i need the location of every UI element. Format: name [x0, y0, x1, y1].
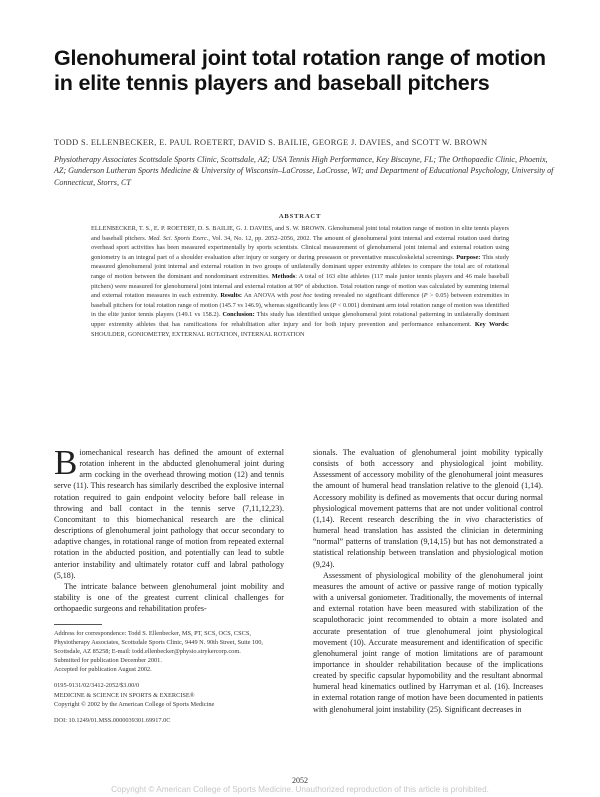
conclusion-label: Conclusion:	[222, 311, 255, 319]
copyright-line: Copyright © 2002 by the American College of Sports Medicine	[54, 700, 215, 708]
abstract-body	[91, 224, 509, 339]
issn-line: 0195-9131/02/3412-2052/$3.00/0	[54, 682, 140, 690]
journal-name: Med. Sci. Sports Exerc.	[148, 234, 209, 242]
drop-cap: B	[54, 443, 78, 482]
keywords-text: SHOULDER, GONIOMETRY, EXTERNAL ROTATION, INTERNAL ROTATION	[91, 330, 305, 338]
page-number: 2052	[292, 776, 308, 785]
methods-label: Methods	[271, 272, 296, 280]
correspondence-address: Address for correspondence: Todd S. Ellenbecker, MS, PT, SCS, OCS, CSCS, Physiotherapy Associates, Scottsdale Sports Clinic, 9449 N. 90th Street, Suite 100, Scottsdale, AZ 85258; E-mail: todd.ellenbecker@physio.strykercorp.com.	[54, 630, 264, 656]
doi-line: DOI: 10.1249/01.MSS.0000039301.69917.0C	[54, 716, 171, 724]
methods-text: : A total of 163 elite athletes (117 male junior tennis players and 46 male baseball pitchers) were measured for glenohumeral joint internal and external rotation at 90° of abduction. Total rotation range of motion was calculated by summing internal and external rotation measures in each extremity.	[91, 272, 509, 300]
results-text-b: testing revealed no significant difference (	[312, 292, 424, 300]
body-paragraph-3-text-b: characteristics of humeral head translation has assisted the clinician in determining “normal” patterns of translation (9,14,15) but has not demonstrated a statistical relationship between translation and physiological motion (9,24).	[313, 514, 543, 569]
abstract-citation: ELLENBECKER, T. S., E. P. ROETERT, D. S. BAILIE, G. J. DAVIES, and S. W. BROWN. Glenohumeral joint total rotation range of motion in elite tennis players and baseball pitchers.	[91, 225, 509, 242]
footnote	[54, 629, 284, 725]
abstract-intro: , Vol. 34, No. 12, pp. 2052–2056, 2002. The amount of glenohumeral joint internal and external rotation used during overhead sport activities has been measured experimentally by sports scientists. Clinical measurement of glenohumeral joint internal and external rotation using goniometry is an integral part of a shoulder evaluation after injury or surgery or during preseason or preventative musculoskeletal screenings.	[91, 234, 510, 261]
purpose-label: Purpose:	[456, 253, 481, 261]
in-vivo-italic: in vivo	[454, 514, 480, 524]
footnote-rule	[54, 624, 102, 625]
body-paragraph-3-text-a: sionals. The evaluation of glenohumeral joint mobility typically consists of both accessory and physiological joint mobility. Assessment of accessory mobility of the glenohumeral joint measures the amount of humeral head translation relative to the glenoid (1,14). Accessory mobility is defined as movements that occur during normal physiological movement patterns that are not under volitional control (1,14). Recent research describing the	[313, 448, 543, 524]
purpose-text: This study measured glenohumeral joint internal and external rotation in two groups of unilaterally dominant upper extremity athletes to compare the total arc of rotational range of motion between the dominant and nondominant extremities.	[91, 253, 510, 280]
accepted-date: Accepted for publication August 2002.	[54, 666, 152, 674]
body-column-left	[54, 443, 284, 614]
results-text-d: < 0.001) dominant arm total rotation range of motion was identified in the elite junior tennis players (149.1 vs 158.2).	[91, 301, 509, 319]
body-paragraph-2: The intricate balance between glenohumeral joint mobility and stability is one of the greatest current clinical challenges for orthopaedic surgeons and rehabilitation profes-	[54, 581, 284, 614]
journal-line: MEDICINE & SCIENCE IN SPORTS & EXERCISE®	[54, 691, 195, 699]
abstract-heading: ABSTRACT	[278, 213, 322, 220]
copyright-watermark: Copyright © American College of Sports Medicine. Unauthorized reproduction of this article is prohibited.	[111, 785, 489, 794]
keywords-label: Key Words:	[474, 320, 509, 328]
author-list: TODD S. ELLENBECKER, E. PAUL ROETERT, DAVID S. BAILIE, GEORGE J. DAVIES, and SCOTT W. BROWN	[54, 138, 488, 147]
results-text-a: An ANOVA with	[242, 292, 291, 300]
body-column-right	[313, 447, 543, 715]
submitted-date: Submitted for publication December 2001.	[54, 657, 162, 665]
results-p-symbol-2: P	[332, 301, 337, 309]
body-paragraph-1-text: iomechanical research has defined the amount of external rotation inherent in the abducted glenohumeral joint during arm cocking in the overhead throwing motion (12) and tennis serve (11). This research has similarly described the explosive internal rotation required to gain endpoint velocity before ball release in throwing and ball contact in the tennis serve (7,11,12,23). Concomitant to this biomechanical research are the clinical descriptions of glenohumeral joint pathology that occur secondary to adaptive changes, in rotational range of motion from repeated external rotation in the abducted position, and potentially can lead to subtle anterior instability and ultimately rotator cuff and labral pathology (5,18).	[54, 448, 284, 580]
body-paragraph-3	[313, 447, 543, 570]
results-text-c: > 0.05) between extremities in baseball pitchers for total rotation range of motion (145.7 vs 146.9), whereas significantly less (	[91, 292, 509, 309]
results-posthoc: post hoc	[290, 292, 313, 300]
article-title: Glenohumeral joint total rotation range of motion in elite tennis players and baseball pitchers	[54, 46, 546, 95]
footnote-spacer	[54, 674, 284, 681]
body-paragraph-4: Assessment of physiological mobility of the glenohumeral joint measures the amount of active or passive range of motion typically with a universal goniometer. Traditionally, the movements of internal and external rotation have been measured with stabilization of the scapulothoracic joint recommended to obtain a more isolated and accurate presentation of true glenohumeral joint physiological movement (10). Accurate measurement and identification of specific glenohumeral joint range of motion limitations are of paramount importance in shoulder rehabilitation because of the implications created by specific capsular hypomobility and the resultant abnormal humeral head kinematics outlined by Harryman et al. (16). Increases in external rotation range of motion have been documented in patients with glenohumeral joint instability (25). Significant decreases in	[313, 570, 543, 714]
footnote-spacer-2	[54, 709, 284, 716]
results-label: Results:	[220, 292, 243, 300]
conclusion-text: This study has identified unique glenohumeral joint rotational patterning in unilaterally dominant upper extremity athletes that has ramifications for rehabilitation after injury and for both injury prevention and performance enhancement.	[91, 311, 509, 328]
results-p-symbol-1: P	[423, 292, 428, 300]
affiliations: Physiotherapy Associates Scottsdale Sports Clinic, Scottsdale, AZ; USA Tennis High Performance, Key Biscayne, FL; The Orthopaedic Clinic, Phoenix, AZ; Gunderson Lutheran Sports Medicine & University of Wisconsin–LaCrosse, LaCrosse, WI; and Department of Educational Psychology, University of Connecticut, Storrs, CT	[54, 155, 554, 187]
body-paragraph-1	[54, 443, 284, 581]
